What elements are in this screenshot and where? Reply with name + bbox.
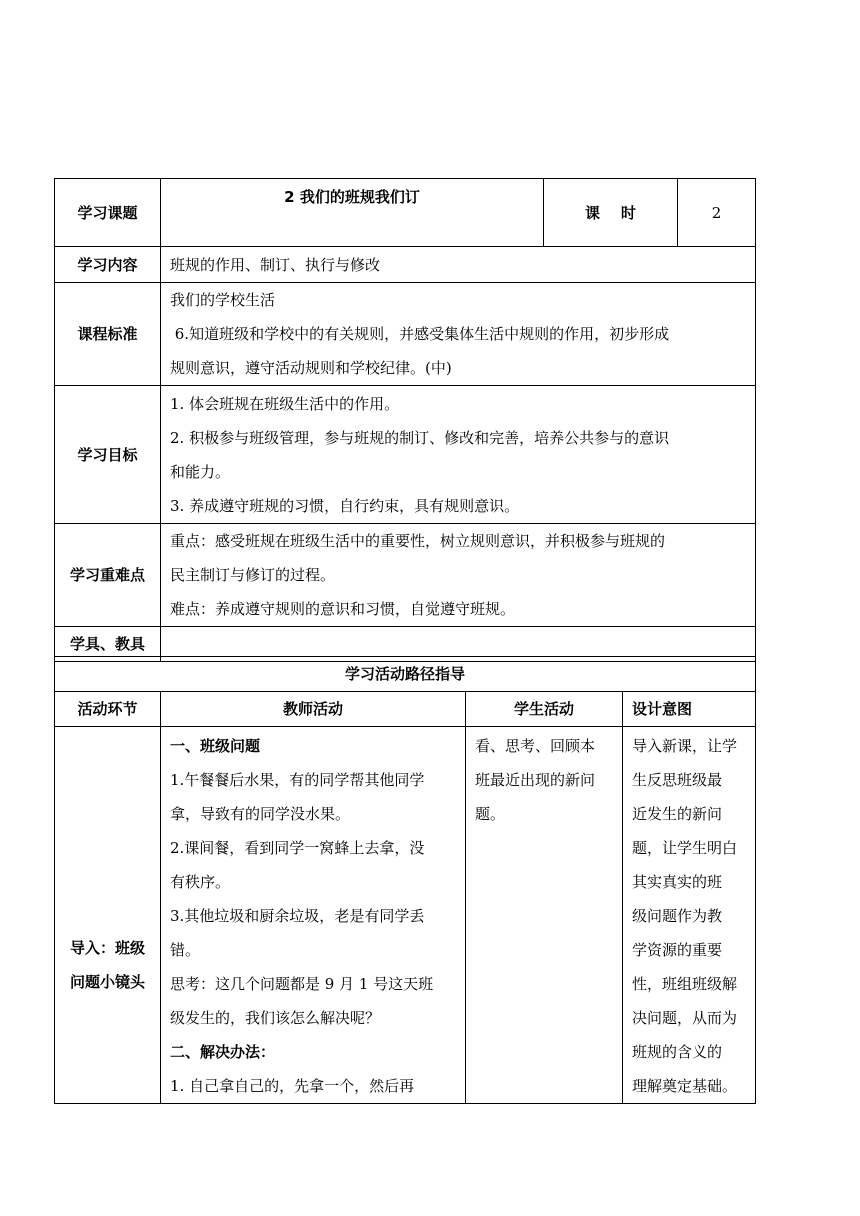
- teacher-line: 1. 自己拿自己的，先拿一个，然后再: [170, 1077, 415, 1095]
- stage-line: 问题小镜头: [69, 973, 145, 991]
- lesson-info-table: [54, 178, 756, 662]
- student-line: 班最近出现的新问: [475, 771, 596, 789]
- goal-line: 和能力。: [170, 462, 231, 481]
- goal-line: 2. 积极参与班级管理，参与班规的制订、修改和完善，培养公共参与的意识: [170, 428, 670, 447]
- intent-line: 近发生的新问: [632, 805, 723, 823]
- goal-line: 3. 养成遵守班规的习惯，自行约束，具有规则意识。: [170, 496, 520, 515]
- standard-text: [161, 283, 756, 386]
- intent-line: 性，班组班级解: [632, 975, 738, 993]
- content-row: [55, 247, 756, 283]
- content-label: 学习内容: [55, 247, 161, 283]
- standard-line: 我们的学校生活: [170, 291, 276, 309]
- standard-label: 课程标准: [55, 283, 161, 386]
- teacher-heading: 一、班级问题: [170, 737, 261, 755]
- student-cell: [466, 727, 623, 1104]
- teacher-line: 有秩序。: [170, 873, 231, 891]
- intent-line: 生反思班级最: [632, 771, 723, 789]
- topic-value: 2 我们的班规我们订: [161, 179, 544, 247]
- intent-line: 其实真实的班: [632, 873, 723, 891]
- activity-guide-title-row: [55, 657, 756, 692]
- goal-line: 1. 体会班规在班级生活中的作用。: [170, 394, 400, 413]
- column-header-teacher: 教师活动: [161, 692, 466, 727]
- key-point-line: 难点：养成遵守规则的意识和习惯，自觉遵守班规。: [170, 600, 516, 618]
- intent-line: 决问题，从而为: [632, 1009, 738, 1027]
- intent-cell: [623, 727, 756, 1104]
- teacher-line: 1.午餐餐后水果，有的同学帮其他同学: [170, 771, 425, 789]
- activity-guide-title: 学习活动路径指导: [55, 657, 756, 692]
- tools-label: 学具、教具: [55, 627, 161, 662]
- stage-cell: [55, 727, 161, 1104]
- intent-line: 级问题作为教: [632, 907, 723, 925]
- activity-header-row: [55, 692, 756, 727]
- period-value: 2: [678, 179, 756, 247]
- student-line: 看、思考、回顾本: [475, 737, 596, 755]
- activity-table: [54, 656, 756, 1104]
- goals-row: [55, 386, 756, 524]
- key-point-line: 重点：感受班规在班级生活中的重要性，树立规则意识，并积极参与班规的: [170, 532, 666, 550]
- key-points-text: [161, 524, 756, 627]
- key-points-row: [55, 524, 756, 627]
- goals-text: [161, 386, 756, 524]
- standard-row: [55, 283, 756, 386]
- period-label: 课 时: [544, 179, 678, 247]
- content-value: 班规的作用、制订、执行与修改: [161, 247, 756, 283]
- column-header-student: 学生活动: [466, 692, 623, 727]
- stage-line: 导入：班级: [69, 939, 145, 957]
- column-header-stage: 活动环节: [55, 692, 161, 727]
- standard-line: 6.知道班级和学校中的有关规则，并感受集体生活中规则的作用，初步形成: [170, 325, 670, 343]
- intent-line: 题，让学生明白: [632, 839, 738, 857]
- topic-row: [55, 179, 756, 247]
- teacher-line: 2.课间餐，看到同学一窝蜂上去拿，没: [170, 839, 425, 857]
- topic-label: 学习课题: [55, 179, 161, 247]
- teacher-line: 错。: [170, 941, 201, 959]
- teacher-cell: [161, 727, 466, 1104]
- teacher-line: 拿，导致有的同学没水果。: [170, 805, 351, 823]
- intent-line: 学资源的重要: [632, 941, 723, 959]
- teacher-line: 级发生的，我们该怎么解决呢？: [170, 1009, 381, 1027]
- teacher-heading: 二、解决办法：: [170, 1043, 276, 1061]
- teacher-line: 3.其他垃圾和厨余垃圾，老是有同学丢: [170, 907, 425, 925]
- intent-line: 班规的含义的: [632, 1043, 723, 1061]
- goals-label: 学习目标: [55, 386, 161, 524]
- student-line: 题。: [475, 805, 506, 823]
- key-point-line: 民主制订与修订的过程。: [170, 566, 336, 584]
- column-header-intent: 设计意图: [623, 692, 756, 727]
- standard-line: 规则意识，遵守活动规则和学校纪律。(中): [170, 359, 452, 377]
- teacher-line: 思考：这几个问题都是 9 月 1 号这天班: [170, 975, 434, 993]
- intent-line: 导入新课，让学: [632, 737, 738, 755]
- key-points-label: 学习重难点: [55, 524, 161, 627]
- intent-line: 理解奠定基础。: [632, 1077, 738, 1095]
- activity-row: [55, 727, 756, 1104]
